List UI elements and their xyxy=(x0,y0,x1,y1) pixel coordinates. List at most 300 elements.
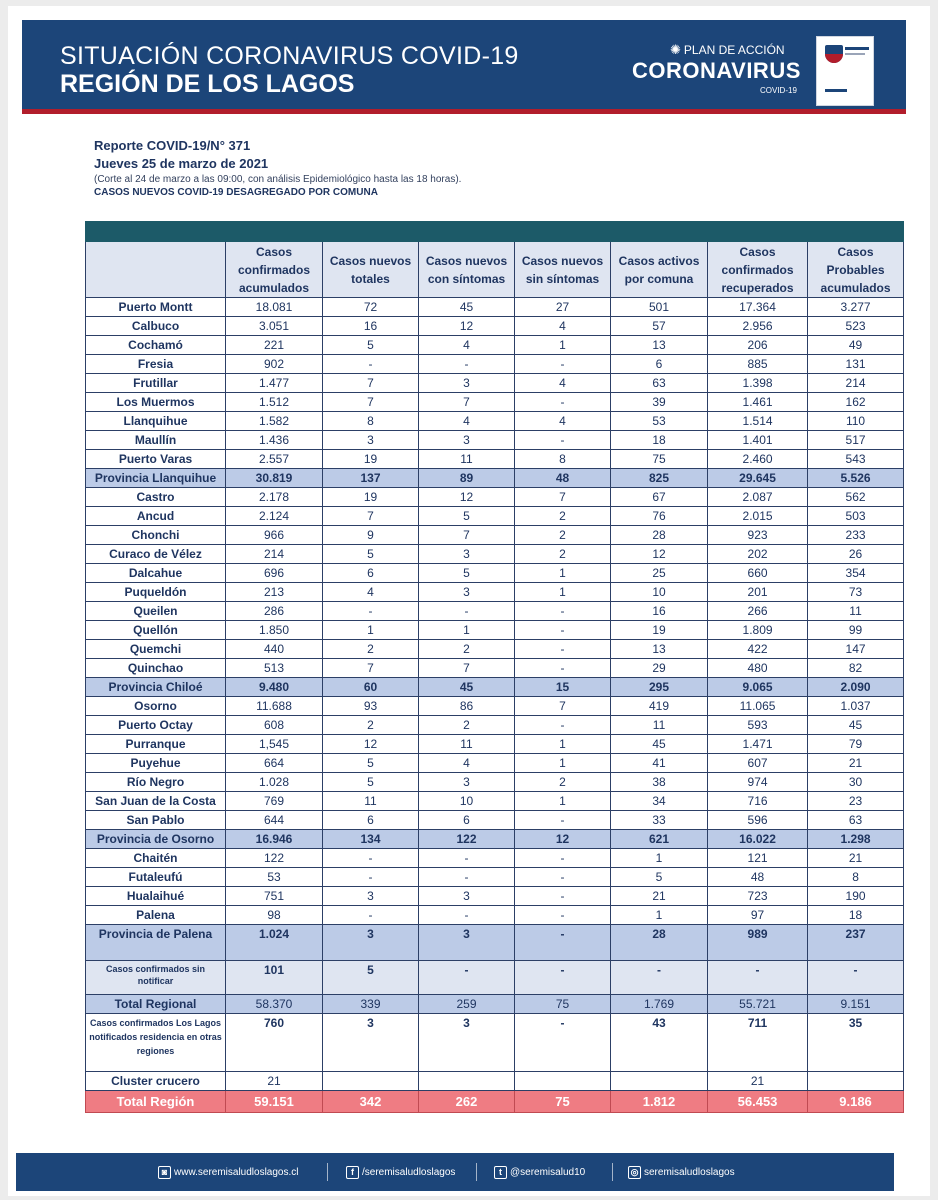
table-row xyxy=(86,887,904,906)
row-label: Hualaihué xyxy=(86,887,226,906)
table-cell: 2 xyxy=(515,507,611,526)
table-cell: 56.453 xyxy=(708,1091,808,1113)
row-label: Futaleufú xyxy=(86,868,226,887)
table-cell: 89 xyxy=(419,469,515,488)
table-cell: 1,545 xyxy=(226,735,323,754)
table-cell: - xyxy=(515,887,611,906)
table-cell: 769 xyxy=(226,792,323,811)
column-header: Casos confirmados acumulados xyxy=(226,242,323,298)
table-cell: 1 xyxy=(515,564,611,583)
table-cell: 213 xyxy=(226,583,323,602)
table-cell: 41 xyxy=(611,754,708,773)
report-note: (Corte al 24 de marzo a las 09:00, con análisis Epidemiológico hasta las 18 horas). xyxy=(94,174,462,185)
table-cell: 660 xyxy=(708,564,808,583)
table-cell: 3 xyxy=(419,431,515,450)
table-cell: 11 xyxy=(611,716,708,735)
footer-twitter-text: @seremisalud10 xyxy=(510,1167,586,1179)
table-cell: 201 xyxy=(708,583,808,602)
column-header: Casos nuevos con síntomas xyxy=(419,242,515,298)
table-cell: - xyxy=(515,849,611,868)
row-label: Puyehue xyxy=(86,754,226,773)
table-cell: - xyxy=(515,621,611,640)
footer-instagram-text: seremisaludloslagos xyxy=(644,1167,735,1179)
row-label: Puqueldón xyxy=(86,583,226,602)
table-cell: 3 xyxy=(419,925,515,961)
table-cell: 30.819 xyxy=(226,469,323,488)
table-cell: - xyxy=(323,906,419,925)
table-cell: 214 xyxy=(808,374,904,393)
table-cell: 121 xyxy=(708,849,808,868)
table-cell: 1.028 xyxy=(226,773,323,792)
table-cell: 1.398 xyxy=(708,374,808,393)
table-cell: 723 xyxy=(708,887,808,906)
table-row xyxy=(86,849,904,868)
row-label: Total Regional xyxy=(86,995,226,1014)
row-label: Casos confirmados sin notificar xyxy=(86,961,226,995)
report-number: Reporte COVID-19/N° 371 xyxy=(94,138,251,153)
row-label: Palena xyxy=(86,906,226,925)
table-cell: 45 xyxy=(611,735,708,754)
table-cell: 26 xyxy=(808,545,904,564)
table-cell: 1 xyxy=(419,621,515,640)
table-cell: 3 xyxy=(419,773,515,792)
table-row xyxy=(86,393,904,412)
row-label: Purranque xyxy=(86,735,226,754)
table-cell: - xyxy=(419,849,515,868)
table-cell: 9 xyxy=(323,526,419,545)
table-cell xyxy=(419,1072,515,1091)
table-cell: - xyxy=(323,355,419,374)
table-cell: 644 xyxy=(226,811,323,830)
table-cell: 5 xyxy=(323,754,419,773)
table-cell: 3.051 xyxy=(226,317,323,336)
table-cell: 45 xyxy=(419,298,515,317)
row-label: Osorno xyxy=(86,697,226,716)
table-cell: 28 xyxy=(611,526,708,545)
table-cell: 342 xyxy=(323,1091,419,1113)
table-cell: 21 xyxy=(808,754,904,773)
row-label: San Juan de la Costa xyxy=(86,792,226,811)
table-cell: - xyxy=(515,431,611,450)
table-row xyxy=(86,925,904,961)
row-label: Provincia Llanquihue xyxy=(86,469,226,488)
table-row xyxy=(86,735,904,754)
table-cell: 3 xyxy=(323,431,419,450)
table-cell: 825 xyxy=(611,469,708,488)
table-cell: 13 xyxy=(611,640,708,659)
table-cell: - xyxy=(515,640,611,659)
table-cell: 2.087 xyxy=(708,488,808,507)
table-cell: 12 xyxy=(611,545,708,564)
footer-web[interactable] xyxy=(158,1166,299,1179)
table-cell: 1.037 xyxy=(808,697,904,716)
table-cell: 4 xyxy=(323,583,419,602)
table-cell xyxy=(515,1072,611,1091)
table-cell: - xyxy=(419,906,515,925)
table-cell: 885 xyxy=(708,355,808,374)
row-label: Fresia xyxy=(86,355,226,374)
table-cell: 45 xyxy=(419,678,515,697)
table-row xyxy=(86,469,904,488)
table-row xyxy=(86,355,904,374)
table-cell: 39 xyxy=(611,393,708,412)
table-row xyxy=(86,507,904,526)
table-cell: 67 xyxy=(611,488,708,507)
table-cell: 21 xyxy=(611,887,708,906)
column-header: Casos activos por comuna xyxy=(611,242,708,298)
table-cell: 6 xyxy=(323,811,419,830)
table-cell: 206 xyxy=(708,336,808,355)
column-header-comuna xyxy=(86,242,226,298)
table-cell: 4 xyxy=(419,754,515,773)
table-cell: 262 xyxy=(419,1091,515,1113)
row-label: Casos confirmados Los Lagos notificados residencia en otras regiones xyxy=(86,1014,226,1072)
column-header: Casos confirmados recuperados xyxy=(708,242,808,298)
table-cell: - xyxy=(323,868,419,887)
table-cell: 25 xyxy=(611,564,708,583)
header-banner xyxy=(22,20,906,114)
table-cell: 2.124 xyxy=(226,507,323,526)
table-row xyxy=(86,374,904,393)
table-cell: 15 xyxy=(515,678,611,697)
table-cell: 2 xyxy=(419,716,515,735)
table-cell: 53 xyxy=(226,868,323,887)
table-cell: - xyxy=(515,925,611,961)
table-cell: 286 xyxy=(226,602,323,621)
table-cell: 75 xyxy=(611,450,708,469)
table-cell: 523 xyxy=(808,317,904,336)
table-cell: 27 xyxy=(515,298,611,317)
table-cell: 5 xyxy=(419,564,515,583)
row-label: Queilen xyxy=(86,602,226,621)
table-cell: 7 xyxy=(515,697,611,716)
table-cell: 966 xyxy=(226,526,323,545)
table-cell: 2.460 xyxy=(708,450,808,469)
table-cell: 902 xyxy=(226,355,323,374)
table-cell: 63 xyxy=(611,374,708,393)
row-label: Quinchao xyxy=(86,659,226,678)
footer-twitter[interactable] xyxy=(494,1166,585,1179)
table-cell: - xyxy=(515,961,611,995)
table-cell: 23 xyxy=(808,792,904,811)
table-cell: 122 xyxy=(419,830,515,849)
table-cell: 6 xyxy=(611,355,708,374)
row-label: Ancud xyxy=(86,507,226,526)
table-cell: 6 xyxy=(419,811,515,830)
table-cell: 2.956 xyxy=(708,317,808,336)
table-cell: - xyxy=(808,961,904,995)
row-label: Dalcahue xyxy=(86,564,226,583)
table-row xyxy=(86,602,904,621)
table-row xyxy=(86,868,904,887)
table-cell: 162 xyxy=(808,393,904,412)
table-header-row xyxy=(86,242,904,298)
report-subtitle: CASOS NUEVOS COVID-19 DESAGREGADO POR COMUNA xyxy=(94,187,378,198)
table-cell: 110 xyxy=(808,412,904,431)
table-cell: 82 xyxy=(808,659,904,678)
column-header: Casos nuevos totales xyxy=(323,242,419,298)
row-label: Cochamó xyxy=(86,336,226,355)
row-label: Calbuco xyxy=(86,317,226,336)
table-cell: 21 xyxy=(226,1072,323,1091)
table-cell: - xyxy=(323,849,419,868)
table-cell: 7 xyxy=(323,393,419,412)
table-row xyxy=(86,621,904,640)
table-cell: 4 xyxy=(419,412,515,431)
table-row xyxy=(86,431,904,450)
table-cell: 237 xyxy=(808,925,904,961)
table-cell: 190 xyxy=(808,887,904,906)
table-cell: 60 xyxy=(323,678,419,697)
table-cell: 716 xyxy=(708,792,808,811)
row-label: Provincia de Osorno xyxy=(86,830,226,849)
table-cell: 45 xyxy=(808,716,904,735)
table-cell: 543 xyxy=(808,450,904,469)
table-cell: 593 xyxy=(708,716,808,735)
table-cell: 7 xyxy=(323,659,419,678)
table-cell: 664 xyxy=(226,754,323,773)
table-cell: 58.370 xyxy=(226,995,323,1014)
table-cell: 5 xyxy=(323,961,419,995)
banner-title: SITUACIÓN CORONAVIRUS COVID-19 xyxy=(60,42,519,70)
table-cell: 339 xyxy=(323,995,419,1014)
table-cell: 2.090 xyxy=(808,678,904,697)
table-cell: 4 xyxy=(515,412,611,431)
table-cell: 11 xyxy=(808,602,904,621)
footer-bar xyxy=(16,1153,894,1191)
table-cell: 2.557 xyxy=(226,450,323,469)
table-cell: 59.151 xyxy=(226,1091,323,1113)
table-cell: 19 xyxy=(611,621,708,640)
report-header xyxy=(94,138,461,198)
table-row xyxy=(86,1014,904,1072)
table-cell: 63 xyxy=(808,811,904,830)
table-cell: 1 xyxy=(515,754,611,773)
table-cell: 608 xyxy=(226,716,323,735)
table-cell: 517 xyxy=(808,431,904,450)
table-cell: - xyxy=(515,868,611,887)
table-cell: 4 xyxy=(515,317,611,336)
table-cell: 923 xyxy=(708,526,808,545)
table-cell: 21 xyxy=(708,1072,808,1091)
footer-instagram[interactable] xyxy=(628,1166,735,1179)
report-page xyxy=(8,6,930,1196)
table-cell: 2 xyxy=(515,545,611,564)
table-cell: 1.850 xyxy=(226,621,323,640)
table-cell: - xyxy=(419,602,515,621)
table-cell: 1.582 xyxy=(226,412,323,431)
table-cell: 38 xyxy=(611,773,708,792)
table-cell: 9.480 xyxy=(226,678,323,697)
table-cell: 131 xyxy=(808,355,904,374)
table-row xyxy=(86,811,904,830)
table-row xyxy=(86,412,904,431)
table-cell: 974 xyxy=(708,773,808,792)
table-cell: 259 xyxy=(419,995,515,1014)
table-cell: 1.477 xyxy=(226,374,323,393)
table-cell: 49 xyxy=(808,336,904,355)
table-cell: 11 xyxy=(419,735,515,754)
table-cell: 9.065 xyxy=(708,678,808,697)
table-cell: 1 xyxy=(515,735,611,754)
table-cell: 9.151 xyxy=(808,995,904,1014)
footer-facebook[interactable] xyxy=(346,1166,455,1179)
table-cell: 48 xyxy=(708,868,808,887)
table-cell: - xyxy=(419,355,515,374)
table-cell: 1.461 xyxy=(708,393,808,412)
plan-label xyxy=(670,42,785,58)
table-cell: - xyxy=(515,906,611,925)
table-cell: 3 xyxy=(323,1014,419,1072)
column-header: Casos nuevos sin síntomas xyxy=(515,242,611,298)
table-row xyxy=(86,995,904,1014)
government-seal-icon xyxy=(816,36,874,106)
row-label: Quemchi xyxy=(86,640,226,659)
table-row xyxy=(86,678,904,697)
table-cell: 5 xyxy=(323,773,419,792)
table-cell: 1.436 xyxy=(226,431,323,450)
table-row xyxy=(86,906,904,925)
table-cell: 607 xyxy=(708,754,808,773)
table-cell: - xyxy=(515,716,611,735)
row-label: Llanquihue xyxy=(86,412,226,431)
table-cell: 1.024 xyxy=(226,925,323,961)
table-cell: 1 xyxy=(515,792,611,811)
table-cell: 1 xyxy=(515,583,611,602)
table-cell: 137 xyxy=(323,469,419,488)
table-cell: - xyxy=(419,868,515,887)
table-cell: 3 xyxy=(419,1014,515,1072)
table-row xyxy=(86,640,904,659)
table-cell: 11.688 xyxy=(226,697,323,716)
table-cell: 75 xyxy=(515,1091,611,1113)
table-cell: 28 xyxy=(611,925,708,961)
table-cell: 562 xyxy=(808,488,904,507)
row-label: Total Región xyxy=(86,1091,226,1113)
table-cell: 11 xyxy=(419,450,515,469)
table-cell: 989 xyxy=(708,925,808,961)
table-cell: 1.471 xyxy=(708,735,808,754)
table-cell: 596 xyxy=(708,811,808,830)
table-cell: 440 xyxy=(226,640,323,659)
table-cell: 751 xyxy=(226,887,323,906)
table-cell: 9.186 xyxy=(808,1091,904,1113)
column-header: Casos Probables acumulados xyxy=(808,242,904,298)
table-cell: 5 xyxy=(419,507,515,526)
table-cell: 5.526 xyxy=(808,469,904,488)
table-cell: 18 xyxy=(611,431,708,450)
table-body xyxy=(86,298,904,1113)
table-cell: 419 xyxy=(611,697,708,716)
table-cell: 480 xyxy=(708,659,808,678)
row-label: Maullín xyxy=(86,431,226,450)
table-cell: 1 xyxy=(515,336,611,355)
table-row xyxy=(86,792,904,811)
table-cell: 711 xyxy=(708,1014,808,1072)
table-cell: 3 xyxy=(419,887,515,906)
table-cell xyxy=(611,1072,708,1091)
coronavirus-brand: CORONAVIRUS xyxy=(632,58,801,83)
table-cell: 29.645 xyxy=(708,469,808,488)
table-cell: 86 xyxy=(419,697,515,716)
row-label: Chonchi xyxy=(86,526,226,545)
table-row xyxy=(86,1072,904,1091)
table-cell: 2 xyxy=(515,773,611,792)
table-cell: 53 xyxy=(611,412,708,431)
table-cell xyxy=(323,1072,419,1091)
footer-web-text: www.seremisaludloslagos.cl xyxy=(174,1167,299,1179)
facebook-icon: f xyxy=(346,1166,359,1179)
table-cell: 43 xyxy=(611,1014,708,1072)
table-cell: 13 xyxy=(611,336,708,355)
cases-table-wrap xyxy=(85,221,903,1113)
table-row xyxy=(86,773,904,792)
table-cell: 221 xyxy=(226,336,323,355)
row-label: Río Negro xyxy=(86,773,226,792)
table-cell: 10 xyxy=(611,583,708,602)
table-cell: 5 xyxy=(611,868,708,887)
table-cell: 19 xyxy=(323,488,419,507)
table-row xyxy=(86,754,904,773)
row-label: Castro xyxy=(86,488,226,507)
table-cell: - xyxy=(515,602,611,621)
table-cell: 34 xyxy=(611,792,708,811)
table-row xyxy=(86,336,904,355)
table-cell: 354 xyxy=(808,564,904,583)
table-cell: 266 xyxy=(708,602,808,621)
table-cell: 696 xyxy=(226,564,323,583)
table-top-bar xyxy=(86,222,904,242)
table-cell: 8 xyxy=(515,450,611,469)
row-label: Quellón xyxy=(86,621,226,640)
banner-region: REGIÓN DE LOS LAGOS xyxy=(60,70,355,98)
table-row xyxy=(86,526,904,545)
table-cell: 1.769 xyxy=(611,995,708,1014)
table-cell: 12 xyxy=(515,830,611,849)
web-icon: ◙ xyxy=(158,1166,171,1179)
table-cell: 295 xyxy=(611,678,708,697)
row-label: Provincia de Palena xyxy=(86,925,226,961)
table-cell: 12 xyxy=(419,488,515,507)
table-cell: 1.809 xyxy=(708,621,808,640)
table-row xyxy=(86,545,904,564)
table-cell: 76 xyxy=(611,507,708,526)
table-cell: 1.514 xyxy=(708,412,808,431)
twitter-icon: t xyxy=(494,1166,507,1179)
coronavirus-logo-icon: ✺ xyxy=(670,42,681,57)
cases-table xyxy=(85,221,904,1113)
table-cell: 122 xyxy=(226,849,323,868)
table-row xyxy=(86,830,904,849)
table-cell: 7 xyxy=(419,393,515,412)
table-cell: 57 xyxy=(611,317,708,336)
table-cell: - xyxy=(515,1014,611,1072)
table-cell: 55.721 xyxy=(708,995,808,1014)
table-cell: 99 xyxy=(808,621,904,640)
table-row xyxy=(86,450,904,469)
table-cell: 621 xyxy=(611,830,708,849)
table-cell: 8 xyxy=(808,868,904,887)
table-cell: 2.178 xyxy=(226,488,323,507)
table-cell: 2.015 xyxy=(708,507,808,526)
table-cell: 2 xyxy=(419,640,515,659)
table-row xyxy=(86,697,904,716)
table-cell: 48 xyxy=(515,469,611,488)
plan-label-text: PLAN DE ACCIÓN xyxy=(683,43,785,57)
table-cell: 75 xyxy=(515,995,611,1014)
table-cell: - xyxy=(515,355,611,374)
table-cell: 8 xyxy=(323,412,419,431)
